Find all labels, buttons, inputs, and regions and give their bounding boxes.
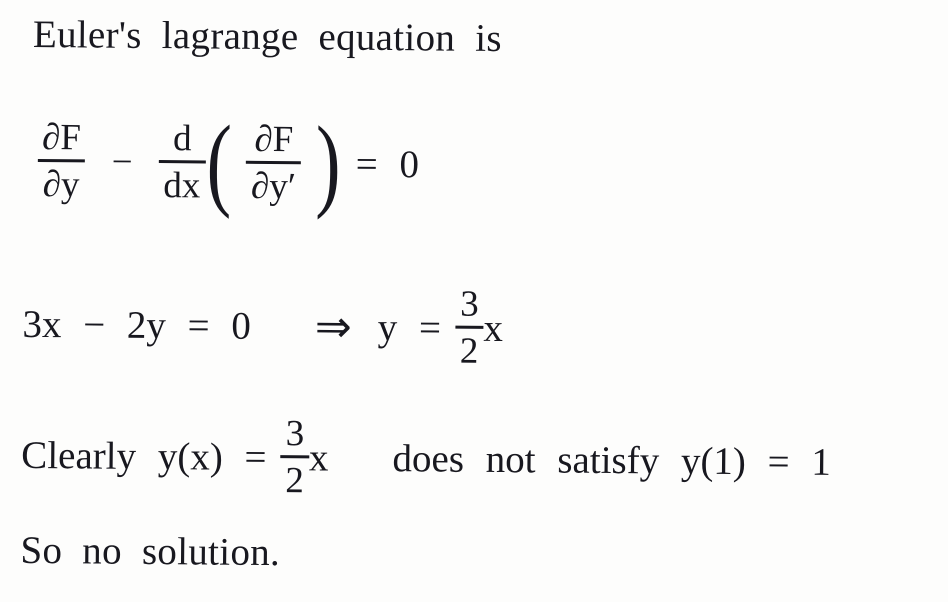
- clearly-prefix: Clearly y(x) =: [21, 433, 267, 479]
- fraction-d-dx: [158, 118, 206, 207]
- fraction-numerator: 3: [285, 412, 305, 454]
- close-parenthesis: ): [315, 105, 342, 221]
- fraction-denominator: 2: [455, 326, 484, 373]
- clearly-suffix: does not satisfy y(1) = 1: [392, 436, 832, 484]
- fraction-dF-dyprime: [246, 118, 302, 207]
- fraction-denominator: ∂y′: [246, 161, 301, 208]
- derivation-variable: x: [483, 306, 504, 350]
- intro-text: Euler's lagrange equation is: [32, 12, 503, 61]
- fraction-dF-dy: [36, 117, 86, 206]
- clearly-line: [21, 398, 832, 519]
- fraction-numerator: 3: [460, 283, 479, 325]
- spacer: [329, 458, 393, 459]
- conclusion-text: So no solution.: [20, 528, 281, 575]
- fraction-numerator: d: [172, 117, 192, 159]
- derivation-line: [22, 268, 504, 384]
- fraction-numerator: ∂F: [254, 118, 294, 160]
- minus-operator: −: [111, 141, 133, 183]
- spacer: [251, 326, 315, 327]
- open-parenthesis: (: [205, 104, 232, 220]
- derivation-lhs: 3x − 2y = 0: [22, 302, 252, 348]
- clearly-variable: x: [308, 435, 329, 480]
- fraction-denominator: ∂y: [38, 159, 85, 206]
- fraction-denominator: dx: [158, 160, 205, 207]
- euler-lagrange-equation: [36, 90, 419, 235]
- implies-arrow: ⇒: [314, 301, 353, 352]
- fraction-numerator: ∂F: [41, 116, 82, 158]
- conclusion-line: [20, 528, 280, 575]
- equals-zero: = 0: [355, 142, 420, 186]
- fraction-three-halves: [280, 413, 309, 502]
- fraction-denominator: 2: [280, 455, 309, 502]
- derivation-mid: y =: [377, 305, 442, 350]
- intro-line: [33, 12, 502, 61]
- fraction-three-halves: [455, 283, 484, 372]
